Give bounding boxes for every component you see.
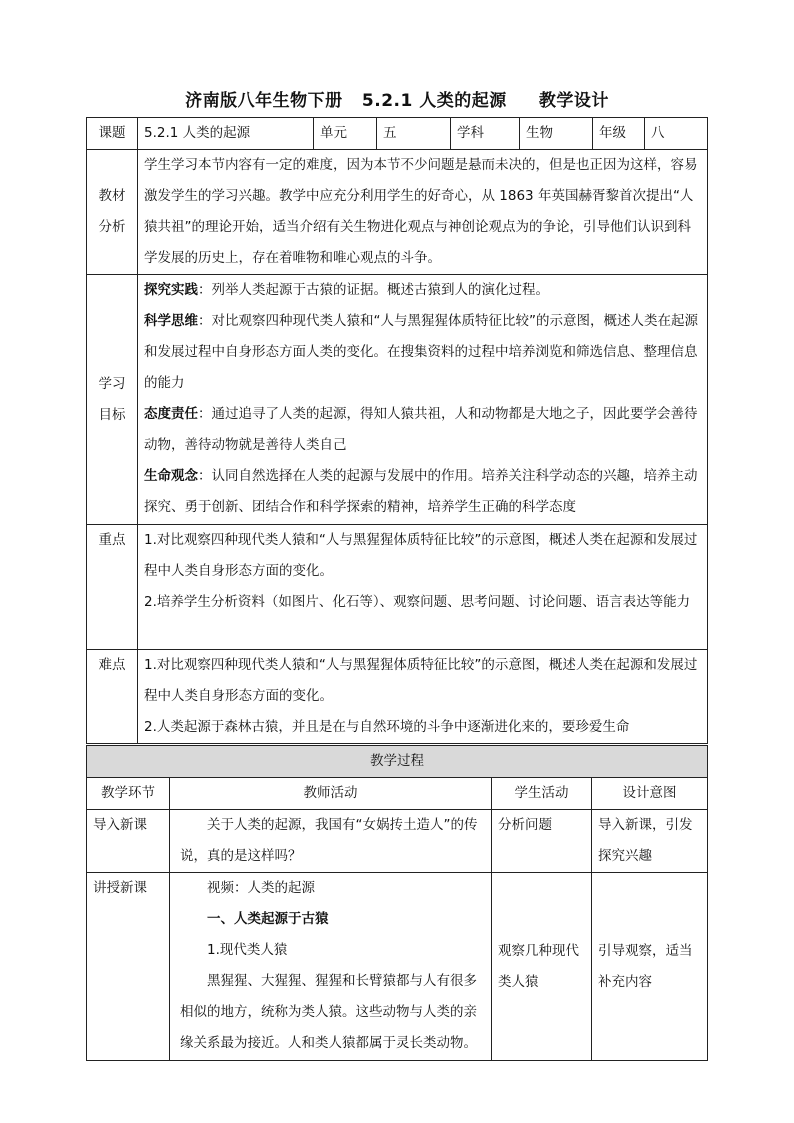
objectives-label: 学习 目标 xyxy=(87,275,138,525)
document-title: 济南版八年生物下册 5.2.1 人类的起源 教学设计 xyxy=(185,91,609,111)
process-title-row xyxy=(87,746,708,778)
grade-value: 八 xyxy=(645,118,708,150)
header-row xyxy=(87,118,708,150)
key-points-row xyxy=(87,525,708,650)
process-header-row xyxy=(87,778,708,810)
objective-item: 探究实践：列举人类起源于古猿的证据。概述古猿到人的演化过程。 xyxy=(144,282,549,298)
column-header: 学生活动 xyxy=(492,778,592,810)
difficulties-content xyxy=(138,650,708,744)
key-points-content xyxy=(138,525,708,650)
key-point-item: 1.对比观察四种现代类人猿和“人与黑猩猩体质特征比较”的示意图，概述人类在起源和发展过程中人类自身形态方面的变化。 xyxy=(144,532,698,579)
key-point-item: 2.培养学生分析资料（如图片、化石等）、观察问题、思考问题、讨论问题、语言表达等能力 xyxy=(144,594,691,610)
lesson-info-table xyxy=(86,117,708,744)
objectives-content xyxy=(138,275,708,525)
column-header: 教学环节 xyxy=(87,778,170,810)
intent-cell: 引导观察，适当补充内容 xyxy=(592,873,708,1061)
table-row xyxy=(87,873,708,1061)
analysis-row xyxy=(87,150,708,275)
objectives-row xyxy=(87,275,708,525)
course-label: 课题 xyxy=(87,118,138,150)
difficulty-item: 1.对比观察四种现代类人猿和“人与黑猩猩体质特征比较”的示意图，概述人类在起源和发展过程中人类自身形态方面的变化。 xyxy=(144,657,698,704)
objective-item: 生命观念：认同自然选择在人类的起源与发展中的作用。培养关注科学动态的兴趣，培养主动探究、勇于创新、团结合作和科学探索的精神，培养学生正确的科学态度 xyxy=(144,468,698,515)
difficulty-item: 2.人类起源于森林古猿，并且是在与自然环境的斗争中逐渐进化来的，要珍爱生命 xyxy=(144,719,630,735)
unit-label: 单元 xyxy=(314,118,377,150)
unit-value: 五 xyxy=(377,118,451,150)
teacher-paragraph: 黑猩猩、大猩猩、猩猩和长臂猿都与人有很多相似的地方，统称为类人猿。这些动物与人类的亲缘关系最为接近。人和类人猿都属于灵长类动物。 xyxy=(180,973,477,1051)
difficulties-row xyxy=(87,650,708,744)
teacher-cell: 关于人类的起源，我国有“女娲抟土造人”的传说，真的是这样吗？ xyxy=(170,810,492,873)
stage-cell: 讲授新课 xyxy=(87,873,170,1061)
intent-cell: 导入新课，引发探究兴趣 xyxy=(592,810,708,873)
subject-label: 学科 xyxy=(451,118,520,150)
objective-item: 态度责任：通过追寻了人类的起源，得知人猿共祖，人和动物都是大地之子，因此要学会善待动物，善待动物就是善待人类自己 xyxy=(144,406,698,453)
stage-cell: 导入新课 xyxy=(87,810,170,873)
analysis-label: 教材 分析 xyxy=(87,150,138,275)
grade-label: 年级 xyxy=(593,118,645,150)
process-title: 教学过程 xyxy=(87,746,708,778)
teaching-process-table xyxy=(86,745,708,1061)
analysis-text: 学生学习本节内容有一定的难度，因为本节不少问题是悬而未决的，但是也正因为这样，容易激发学生的学习兴趣。教学中应充分利用学生的好奇心，从 1863 年英国赫胥黎首次提出“人猿共祖”的理论开始，适当介绍有关生物进化观点与神创论观点为的争论，引导他们认识到科学发展的历史上，存在着唯物和唯心观点的斗争。 xyxy=(138,150,708,275)
teacher-cell xyxy=(170,873,492,1061)
key-points-label: 重点 xyxy=(87,525,138,650)
objective-item: 科学思维：对比观察四种现代类人猿和“人与黑猩猩体质特征比较”的示意图，概述人类在起源和发展过程中自身形态方面人类的变化。在搜集资料的过程中培养浏览和筛选信息、整理信息的能力 xyxy=(144,313,698,391)
student-cell: 分析问题 xyxy=(492,810,592,873)
subject-value: 生物 xyxy=(520,118,593,150)
difficulties-label: 难点 xyxy=(87,650,138,744)
section-heading: 一、人类起源于古猿 xyxy=(207,911,329,927)
student-cell: 观察几种现代类人猿 xyxy=(492,873,592,1061)
column-header: 设计意图 xyxy=(592,778,708,810)
course-value: 5.2.1 人类的起源 xyxy=(138,118,314,150)
subsection-heading: 1.现代类人猿 xyxy=(207,942,288,958)
table-row xyxy=(87,810,708,873)
column-header: 教师活动 xyxy=(170,778,492,810)
video-line: 视频：人类的起源 xyxy=(207,880,315,896)
